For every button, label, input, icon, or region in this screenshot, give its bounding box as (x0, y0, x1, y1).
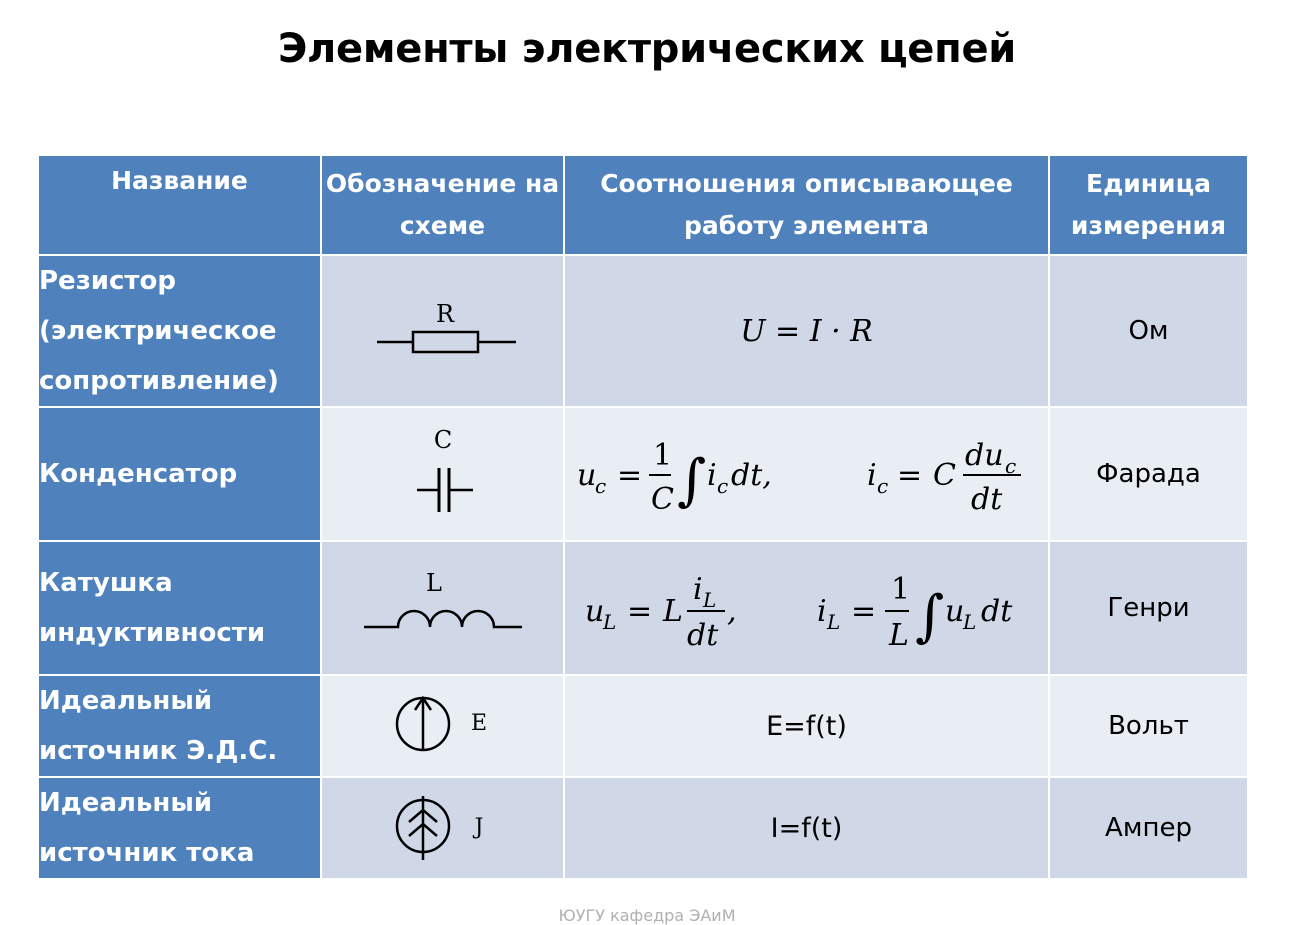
svg-text:u: u (584, 594, 604, 629)
row-name: Резистор (электрическое сопротивление) (38, 255, 321, 407)
svg-text:=: = (896, 458, 922, 493)
svg-text:dt: dt (686, 618, 718, 653)
svg-text:L: L (602, 610, 616, 634)
svg-text:1: 1 (652, 438, 672, 473)
row-relation (564, 777, 1049, 879)
symbol-label: E (470, 711, 487, 736)
current-source-icon (383, 784, 503, 868)
svg-text:dt: dt (970, 482, 1002, 517)
table-row (38, 777, 1248, 879)
svg-text:C: C (650, 482, 674, 517)
page-title: Элементы электрических цепей (277, 26, 1017, 72)
svg-text:u: u (576, 458, 596, 493)
row-unit: Генри (1049, 541, 1248, 675)
row-unit: Ампер (1049, 777, 1248, 879)
svg-text:du: du (964, 438, 1004, 473)
relation-formula: U = I · R (740, 313, 873, 349)
symbol-label: R (435, 300, 454, 328)
voltage-source-icon (383, 684, 503, 764)
table-row (38, 541, 1248, 675)
svg-text:dt: dt (980, 594, 1012, 629)
row-unit: Фарада (1049, 407, 1248, 541)
row-symbol (321, 255, 564, 407)
row-symbol (321, 407, 564, 541)
elements-table (37, 154, 1249, 880)
svg-text:dt,: dt, (730, 458, 772, 493)
svg-text:c: c (716, 474, 728, 498)
footer-text: ЮУГУ кафедра ЭАиМ (558, 906, 736, 925)
svg-text:=: = (850, 594, 876, 629)
header-symbol: Обозначение на схеме (321, 155, 564, 255)
relation-formula: E=f(t) (766, 710, 847, 742)
svg-text:L: L (662, 594, 683, 629)
svg-text:c: c (1004, 454, 1016, 478)
row-symbol (321, 675, 564, 777)
relation-formula: I=f(t) (770, 812, 843, 844)
svg-text:u: u (944, 594, 964, 629)
row-symbol (321, 777, 564, 879)
row-relation (564, 407, 1049, 541)
row-relation (564, 675, 1049, 777)
svg-text:=: = (616, 458, 642, 493)
svg-text:C: C (932, 458, 956, 493)
resistor-icon (363, 294, 523, 364)
svg-text:∫: ∫ (676, 448, 706, 513)
row-unit: Ом (1049, 255, 1248, 407)
svg-text:i: i (866, 458, 877, 493)
inductor-icon (358, 561, 528, 651)
header-unit: Единица измерения (1049, 155, 1248, 255)
svg-text:∫: ∫ (914, 584, 944, 649)
svg-text:=: = (626, 594, 652, 629)
svg-text:i: i (692, 572, 703, 607)
table-row (38, 255, 1248, 407)
svg-text:L: L (888, 618, 909, 653)
row-unit: Вольт (1049, 675, 1248, 777)
row-name: Конденсатор (38, 407, 321, 541)
capacitor-formula (567, 417, 1047, 527)
inductor-formula (567, 551, 1047, 661)
svg-text:c: c (594, 474, 606, 498)
row-relation (564, 541, 1049, 675)
svg-text:1: 1 (890, 572, 910, 607)
svg-text:i: i (816, 594, 827, 629)
header-name: Название (38, 155, 321, 255)
row-symbol (321, 541, 564, 675)
symbol-label: L (425, 569, 442, 597)
svg-text:i: i (706, 458, 717, 493)
row-name: Идеальный источник Э.Д.С. (38, 675, 321, 777)
symbol-label: J (474, 815, 483, 840)
capacitor-icon (403, 422, 483, 522)
row-name: Катушка индуктивности (38, 541, 321, 675)
table-row (38, 675, 1248, 777)
symbol-label: C (433, 426, 452, 454)
row-name: Идеальный источник тока (38, 777, 321, 879)
svg-text:c: c (876, 474, 888, 498)
svg-text:L: L (962, 610, 976, 634)
table-row (38, 407, 1248, 541)
header-row (38, 155, 1248, 255)
row-relation (564, 255, 1049, 407)
svg-text:L: L (702, 588, 716, 612)
svg-text:,: , (726, 594, 737, 629)
svg-text:L: L (826, 610, 840, 634)
header-relation: Соотношения описывающее работу элемента (564, 155, 1049, 255)
